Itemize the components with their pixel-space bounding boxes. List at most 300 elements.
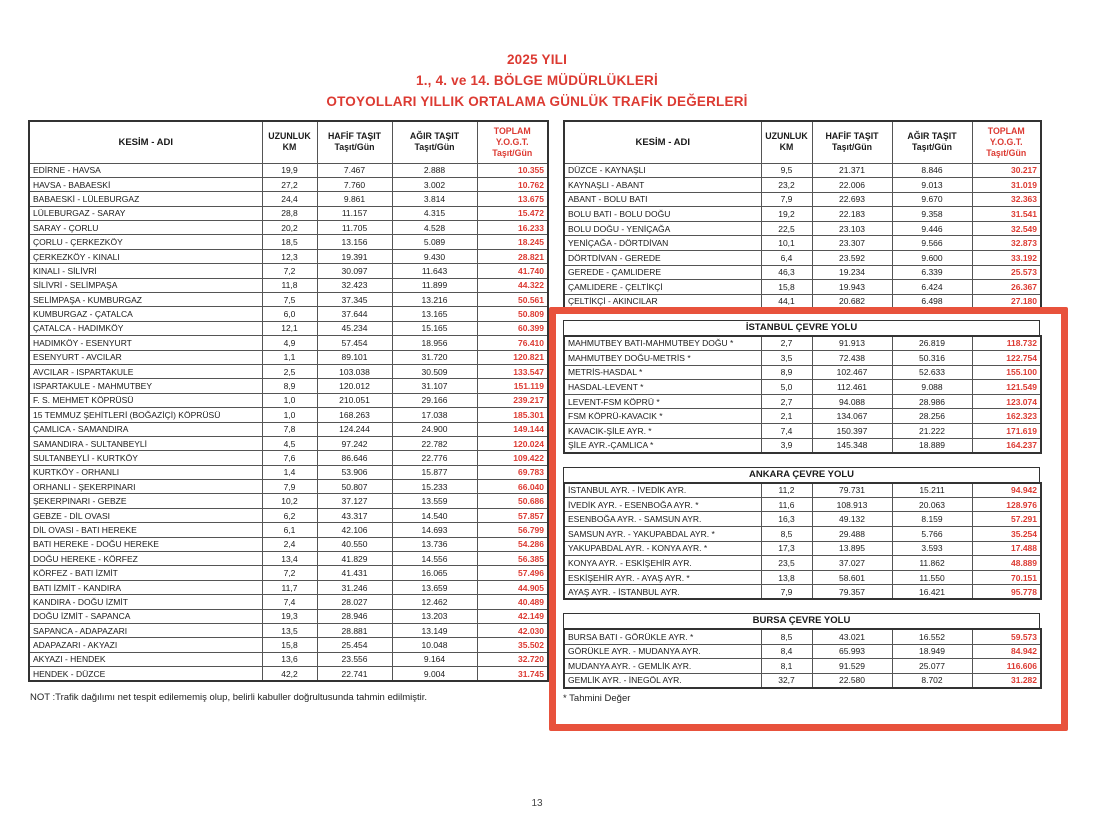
heavy-vehicle-cell: 18.949 [892,644,972,659]
table-row [29,566,548,580]
section-name-cell: KÖRFEZ - BATI İZMİT [29,566,262,580]
light-vehicle-cell: 23.592 [812,251,892,266]
length-km-cell: 2,7 [761,394,812,409]
light-vehicle-cell: 23.556 [317,652,392,666]
total-yogt-cell: 94.942 [972,483,1041,498]
length-km-cell: 16,3 [761,512,812,527]
table-row [564,265,1041,280]
section-name-cell: ABANT - BOLU BATI [564,192,761,207]
section-name-cell: ÇATALCA - HADIMKÖY [29,321,262,335]
table-row [29,192,548,206]
section-name-cell: GEBZE - DİL OVASI [29,508,262,522]
table-row [564,409,1041,424]
table-row [29,221,548,235]
footnote-left: NOT :Trafik dağılımı net tespit edilememiş olup, belirli kabuller doğrultusunda tahmin edilmiştir. [30,692,428,703]
heavy-vehicle-cell: 9.004 [392,667,477,681]
light-vehicle-cell: 37.127 [317,494,392,508]
section-name-cell: ESKİŞEHİR AYR. - AYAŞ AYR. * [564,570,761,585]
table-row [29,609,548,623]
table-row [29,235,548,249]
light-vehicle-cell: 7.760 [317,177,392,191]
light-vehicle-cell: 28.946 [317,609,392,623]
total-yogt-cell: 40.489 [477,595,548,609]
document-title [0,49,1074,112]
section-name-cell: DOĞU İZMİT - SAPANCA [29,609,262,623]
total-yogt-cell: 116.606 [972,659,1041,674]
length-km-cell: 8,5 [761,629,812,644]
light-vehicle-cell: 97.242 [317,436,392,450]
table-row [29,249,548,263]
light-vehicle-cell: 86.646 [317,451,392,465]
light-vehicle-cell: 210.051 [317,393,392,407]
total-yogt-cell: 56.385 [477,552,548,566]
table-row [29,364,548,378]
heavy-vehicle-cell: 16.065 [392,566,477,580]
total-yogt-cell: 59.573 [972,629,1041,644]
section-name-cell: MAHMUTBEY BATI-MAHMUTBEY DOĞU * [564,336,761,351]
table-row [564,236,1041,251]
total-yogt-cell: 123.074 [972,394,1041,409]
section-name-cell: KANDIRA - DOĞU İZMİT [29,595,262,609]
total-yogt-cell: 133.547 [477,364,548,378]
length-km-cell: 15,8 [761,280,812,295]
total-yogt-cell: 31.019 [972,178,1041,193]
heavy-vehicle-cell: 52.633 [892,365,972,380]
heavy-vehicle-cell: 4.315 [392,206,477,220]
light-vehicle-cell: 21.371 [812,163,892,178]
light-vehicle-cell: 13.895 [812,541,892,556]
light-vehicle-cell: 91.529 [812,659,892,674]
light-vehicle-cell: 31.246 [317,580,392,594]
section-name-cell: GÖRÜKLE AYR. - MUDANYA AYR. [564,644,761,659]
light-vehicle-cell: 120.012 [317,379,392,393]
section-name-cell: ÇELTİKÇİ - AKINCILAR [564,294,761,309]
heavy-vehicle-cell: 18.956 [392,336,477,350]
section-name-cell: MUDANYA AYR. - GEMLİK AYR. [564,659,761,674]
total-yogt-cell: 33.192 [972,251,1041,266]
light-vehicle-cell: 22.580 [812,673,892,688]
heavy-vehicle-cell: 9.013 [892,178,972,193]
section-name-cell: ŞEKERPINARI - GEBZE [29,494,262,508]
bursa-ring-road-table [563,628,1042,688]
table-row [29,336,548,350]
light-vehicle-cell: 29.488 [812,526,892,541]
light-vehicle-cell: 25.454 [317,638,392,652]
table-row [29,177,548,191]
section-name-cell: KINALI - SİLİVRİ [29,264,262,278]
light-vehicle-cell: 19.234 [812,265,892,280]
length-km-cell: 6,4 [761,251,812,266]
total-yogt-cell: 57.857 [477,508,548,522]
section-title-istanbul-cevre-yolu: İSTANBUL ÇEVRE YOLU [563,320,1040,335]
ankara-ring-road-table [563,482,1042,601]
table-row [564,483,1041,498]
light-vehicle-cell: 23.103 [812,221,892,236]
section-name-cell: BOLU BATI - BOLU DOĞU [564,207,761,222]
heavy-vehicle-cell: 50.316 [892,351,972,366]
table-row [564,336,1041,351]
heavy-vehicle-cell: 11.643 [392,264,477,278]
heavy-vehicle-cell: 14.556 [392,552,477,566]
total-yogt-cell: 120.821 [477,350,548,364]
column-header-heavy-vehicle: AĞIR TAŞIT Taşıt/Gün [892,121,972,163]
column-header-total-yogt: TOPLAM Y.O.G.T. Taşıt/Gün [972,121,1041,163]
length-km-cell: 2,1 [761,409,812,424]
table-body [564,163,1041,309]
table-row [29,537,548,551]
section-name-cell: MAHMUTBEY DOĞU-METRİS * [564,351,761,366]
length-km-cell: 12,1 [262,321,317,335]
heavy-vehicle-cell: 18.889 [892,438,972,453]
length-km-cell: 3,9 [761,438,812,453]
length-km-cell: 7,2 [262,264,317,278]
heavy-vehicle-cell: 16.552 [892,629,972,644]
section-name-cell: AKYAZI - HENDEK [29,652,262,666]
total-yogt-cell: 95.778 [972,585,1041,600]
light-vehicle-cell: 168.263 [317,408,392,422]
total-yogt-cell: 171.619 [972,424,1041,439]
section-name-cell: ISPARTAKULE - MAHMUTBEY [29,379,262,393]
total-yogt-cell: 128.976 [972,497,1041,512]
length-km-cell: 13,6 [262,652,317,666]
light-vehicle-cell: 134.067 [812,409,892,424]
page-number: 13 [531,798,543,809]
total-yogt-cell: 121.549 [972,380,1041,395]
table-row [564,163,1041,178]
section-name-cell: BATI İZMİT - KANDIRA [29,580,262,594]
traffic-table-right [563,120,1042,310]
total-yogt-cell: 16.233 [477,221,548,235]
total-yogt-cell: 28.821 [477,249,548,263]
light-vehicle-cell: 53.906 [317,465,392,479]
length-km-cell: 2,4 [262,537,317,551]
left-table-panel [28,120,547,682]
table-row [564,659,1041,674]
section-name-cell: SELİMPAŞA - KUMBURGAZ [29,293,262,307]
length-km-cell: 1,0 [262,393,317,407]
table-row [29,580,548,594]
light-vehicle-cell: 32.423 [317,278,392,292]
light-vehicle-cell: 103.038 [317,364,392,378]
length-km-cell: 11,8 [262,278,317,292]
table-row [29,523,548,537]
heavy-vehicle-cell: 17.038 [392,408,477,422]
section-name-cell: HENDEK - DÜZCE [29,667,262,681]
length-km-cell: 24,4 [262,192,317,206]
section-name-cell: YENİÇAĞA - DÖRTDİVAN [564,236,761,251]
table-row [29,307,548,321]
heavy-vehicle-cell: 10.048 [392,638,477,652]
total-yogt-cell: 32.720 [477,652,548,666]
length-km-cell: 5,0 [761,380,812,395]
table-row [29,480,548,494]
section-name-cell: METRİS-HASDAL * [564,365,761,380]
total-yogt-cell: 10.355 [477,163,548,177]
total-yogt-cell: 56.799 [477,523,548,537]
length-km-cell: 8,5 [761,526,812,541]
total-yogt-cell: 50.561 [477,293,548,307]
section-name-cell: SAMSUN AYR. - YAKUPABDAL AYR. * [564,526,761,541]
total-yogt-cell: 44.322 [477,278,548,292]
title-regions: 1., 4. ve 14. BÖLGE MÜDÜRLÜKLERİ [416,73,658,88]
length-km-cell: 2,7 [761,336,812,351]
length-km-cell: 17,3 [761,541,812,556]
section-name-cell: HASDAL-LEVENT * [564,380,761,395]
length-km-cell: 7,9 [761,192,812,207]
total-yogt-cell: 149.144 [477,422,548,436]
length-km-cell: 42,2 [262,667,317,681]
column-header-heavy-vehicle: AĞIR TAŞIT Taşıt/Gün [392,121,477,163]
section-name-cell: İVEDİK AYR. - ESENBOĞA AYR. * [564,497,761,512]
length-km-cell: 13,5 [262,624,317,638]
section-name-cell: FSM KÖPRÜ-KAVACIK * [564,409,761,424]
column-header-section-name: KESİM - ADI [564,121,761,163]
light-vehicle-cell: 22.741 [317,667,392,681]
table-row [29,278,548,292]
column-header-section-name: KESİM - ADI [29,121,262,163]
length-km-cell: 19,9 [262,163,317,177]
section-name-cell: İSTANBUL AYR. - İVEDİK AYR. [564,483,761,498]
table-row [564,280,1041,295]
heavy-vehicle-cell: 11.899 [392,278,477,292]
light-vehicle-cell: 11.705 [317,221,392,235]
light-vehicle-cell: 41.829 [317,552,392,566]
table-row [564,673,1041,688]
heavy-vehicle-cell: 9.670 [892,192,972,207]
heavy-vehicle-cell: 8.159 [892,512,972,527]
section-name-cell: GEMLİK AYR. - İNEGÖL AYR. [564,673,761,688]
table-row [29,436,548,450]
right-table-panel [563,120,1040,689]
heavy-vehicle-cell: 3.593 [892,541,972,556]
light-vehicle-cell: 57.454 [317,336,392,350]
light-vehicle-cell: 7.467 [317,163,392,177]
heavy-vehicle-cell: 11.550 [892,570,972,585]
table-row [29,206,548,220]
total-yogt-cell: 66.040 [477,480,548,494]
light-vehicle-cell: 58.601 [812,570,892,585]
light-vehicle-cell: 22.006 [812,178,892,193]
heavy-vehicle-cell: 8.702 [892,673,972,688]
section-name-cell: SAPANCA - ADAPAZARI [29,624,262,638]
heavy-vehicle-cell: 9.566 [892,236,972,251]
length-km-cell: 23,5 [761,556,812,571]
section-name-cell: ÇERKEZKÖY - KINALI [29,249,262,263]
table-row [29,422,548,436]
section-name-cell: BATI HEREKE - DOĞU HEREKE [29,537,262,551]
length-km-cell: 32,7 [761,673,812,688]
section-title-ankara-cevre-yolu: ANKARA ÇEVRE YOLU [563,467,1040,482]
heavy-vehicle-cell: 25.077 [892,659,972,674]
heavy-vehicle-cell: 3.814 [392,192,477,206]
heavy-vehicle-cell: 11.862 [892,556,972,571]
table-row [29,293,548,307]
section-name-cell: YAKUPABDAL AYR. - KONYA AYR. * [564,541,761,556]
heavy-vehicle-cell: 9.358 [892,207,972,222]
section-name-cell: ESENBOĞA AYR. - SAMSUN AYR. [564,512,761,527]
light-vehicle-cell: 30.097 [317,264,392,278]
table-row [29,451,548,465]
total-yogt-cell: 151.119 [477,379,548,393]
section-name-cell: KAYNAŞLI - ABANT [564,178,761,193]
total-yogt-cell: 57.291 [972,512,1041,527]
length-km-cell: 3,5 [761,351,812,366]
length-km-cell: 7,4 [761,424,812,439]
table-row [564,585,1041,600]
section-name-cell: BURSA BATI - GÖRÜKLE AYR. * [564,629,761,644]
total-yogt-cell: 30.217 [972,163,1041,178]
table-row [29,552,548,566]
light-vehicle-cell: 43.021 [812,629,892,644]
table-row [564,192,1041,207]
table-row [564,251,1041,266]
total-yogt-cell: 185.301 [477,408,548,422]
table-row [29,595,548,609]
light-vehicle-cell: 37.644 [317,307,392,321]
total-yogt-cell: 69.783 [477,465,548,479]
heavy-vehicle-cell: 13.216 [392,293,477,307]
section-name-cell: KUMBURGAZ - ÇATALCA [29,307,262,321]
heavy-vehicle-cell: 31.720 [392,350,477,364]
total-yogt-cell: 109.422 [477,451,548,465]
table-body [564,629,1041,687]
section-name-cell: SİLİVRİ - SELİMPAŞA [29,278,262,292]
table-row [29,667,548,681]
total-yogt-cell: 27.180 [972,294,1041,309]
total-yogt-cell: 32.873 [972,236,1041,251]
table-row [564,526,1041,541]
heavy-vehicle-cell: 6.424 [892,280,972,295]
footnote-estimated-value: * Tahmini Değer [563,693,631,704]
total-yogt-cell: 44.905 [477,580,548,594]
total-yogt-cell: 120.024 [477,436,548,450]
length-km-cell: 28,8 [262,206,317,220]
light-vehicle-cell: 49.132 [812,512,892,527]
section-name-cell: KURTKÖY - ORHANLI [29,465,262,479]
heavy-vehicle-cell: 21.222 [892,424,972,439]
heavy-vehicle-cell: 15.877 [392,465,477,479]
table-body [564,336,1041,453]
total-yogt-cell: 35.502 [477,638,548,652]
heavy-vehicle-cell: 6.498 [892,294,972,309]
light-vehicle-cell: 19.391 [317,249,392,263]
length-km-cell: 6,2 [262,508,317,522]
heavy-vehicle-cell: 13.659 [392,580,477,594]
section-name-cell: ADAPAZARI - AKYAZI [29,638,262,652]
section-name-cell: KAVACIK-ŞİLE AYR. * [564,424,761,439]
heavy-vehicle-cell: 22.782 [392,436,477,450]
total-yogt-cell: 60.399 [477,321,548,335]
light-vehicle-cell: 19.943 [812,280,892,295]
light-vehicle-cell: 65.993 [812,644,892,659]
heavy-vehicle-cell: 15.165 [392,321,477,335]
table-row [564,644,1041,659]
section-name-cell: DÖRTDİVAN - GEREDE [564,251,761,266]
section-name-cell: LÜLEBURGAZ - SARAY [29,206,262,220]
title-subject: OTOYOLLARI YILLIK ORTALAMA GÜNLÜK TRAFİK DEĞERLERİ [326,94,748,109]
table-row [29,465,548,479]
length-km-cell: 12,3 [262,249,317,263]
table-row [29,624,548,638]
total-yogt-cell: 17.488 [972,541,1041,556]
table-row [29,508,548,522]
heavy-vehicle-cell: 2.888 [392,163,477,177]
length-km-cell: 4,5 [262,436,317,450]
length-km-cell: 10,1 [761,236,812,251]
table-row [564,438,1041,453]
title-year: 2025 YILI [506,52,568,67]
heavy-vehicle-cell: 13.165 [392,307,477,321]
table-header [29,121,548,163]
heavy-vehicle-cell: 15.211 [892,483,972,498]
light-vehicle-cell: 145.348 [812,438,892,453]
light-vehicle-cell: 11.157 [317,206,392,220]
length-km-cell: 8,1 [761,659,812,674]
section-name-cell: 15 TEMMUZ ŞEHİTLERİ (BOĞAZİÇİ) KÖPRÜSÜ [29,408,262,422]
table-row [564,497,1041,512]
length-km-cell: 20,2 [262,221,317,235]
section-name-cell: ÇAMLIDERE - ÇELTİKÇİ [564,280,761,295]
section-name-cell: HADIMKÖY - ESENYURT [29,336,262,350]
table-row [29,379,548,393]
section-name-cell: DOĞU HEREKE - KÖRFEZ [29,552,262,566]
light-vehicle-cell: 40.550 [317,537,392,551]
total-yogt-cell: 57.496 [477,566,548,580]
total-yogt-cell: 239.217 [477,393,548,407]
table-row [564,512,1041,527]
section-name-cell: ÇORLU - ÇERKEZKÖY [29,235,262,249]
total-yogt-cell: 10.762 [477,177,548,191]
length-km-cell: 8,9 [262,379,317,393]
length-km-cell: 22,5 [761,221,812,236]
table-row [564,380,1041,395]
length-km-cell: 7,2 [262,566,317,580]
table-row [564,178,1041,193]
length-km-cell: 15,8 [262,638,317,652]
heavy-vehicle-cell: 29.166 [392,393,477,407]
length-km-cell: 23,2 [761,178,812,193]
column-header-light-vehicle: HAFİF TAŞIT Taşıt/Gün [812,121,892,163]
heavy-vehicle-cell: 31.107 [392,379,477,393]
heavy-vehicle-cell: 12.462 [392,595,477,609]
light-vehicle-cell: 79.731 [812,483,892,498]
light-vehicle-cell: 28.027 [317,595,392,609]
total-yogt-cell: 164.237 [972,438,1041,453]
total-yogt-cell: 76.410 [477,336,548,350]
heavy-vehicle-cell: 30.509 [392,364,477,378]
length-km-cell: 7,8 [262,422,317,436]
length-km-cell: 46,3 [761,265,812,280]
section-name-cell: BOLU DOĞU - YENİÇAĞA [564,221,761,236]
heavy-vehicle-cell: 14.693 [392,523,477,537]
length-km-cell: 11,7 [262,580,317,594]
heavy-vehicle-cell: 9.164 [392,652,477,666]
length-km-cell: 11,6 [761,497,812,512]
length-km-cell: 6,1 [262,523,317,537]
total-yogt-cell: 50.686 [477,494,548,508]
section-name-cell: SAMANDIRA - SULTANBEYLİ [29,436,262,450]
length-km-cell: 7,9 [761,585,812,600]
table-row [564,365,1041,380]
length-km-cell: 6,0 [262,307,317,321]
light-vehicle-cell: 22.183 [812,207,892,222]
total-yogt-cell: 18.245 [477,235,548,249]
heavy-vehicle-cell: 28.256 [892,409,972,424]
section-name-cell: ESENYURT - AVCILAR [29,350,262,364]
total-yogt-cell: 42.030 [477,624,548,638]
table-row [29,652,548,666]
total-yogt-cell: 25.573 [972,265,1041,280]
